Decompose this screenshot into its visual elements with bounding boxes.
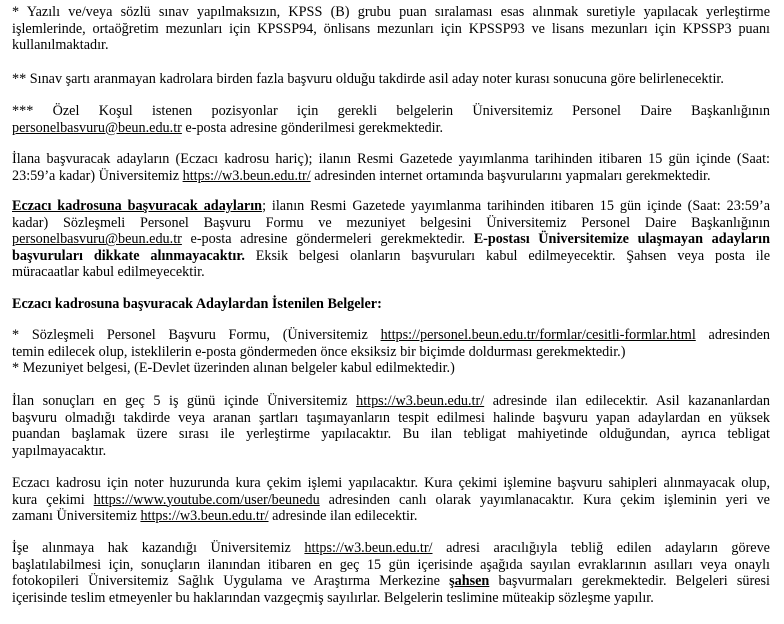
application-line-2-pre: 23:59’a kadar) Üniversitemiz bbox=[12, 167, 183, 184]
section-heading: Eczacı kadrosuna başvuracak Adaylardan İstenilen Belgeler: bbox=[12, 296, 382, 312]
documents-item-1-pre: * Sözleşmeli Personel Başvuru Formu, (Üniversitemiz bbox=[12, 327, 381, 343]
results-line-1-pre: İlan sonuçları en geç 5 iş günü içinde Üniversitemiz bbox=[12, 393, 357, 409]
documents-list bbox=[12, 327, 770, 377]
pharmacist-warning-bold-2: başvuruları dikkate alınmayacaktır. bbox=[12, 247, 245, 264]
lottery-line-3-pre: zamanı Üniversitemiz bbox=[12, 508, 141, 525]
lottery-line-3-rest: adresinde ilan edilecektir. bbox=[268, 508, 418, 525]
pharmacist-line-4-rest: Eksik belgesi olanların başvuruları kabul edilmeyecektir. Şahsen veya posta ile bbox=[244, 247, 770, 264]
documents-item-1-rest: adresinden bbox=[695, 327, 770, 343]
employment-line-4: içerisinde teslim etmeyenler bu haklarından vazgeçmiş sayılırlar. Belgelerin teslimine müteakip sözleşme yapılır. bbox=[12, 589, 654, 606]
special-condition-paragraph bbox=[12, 103, 770, 136]
employment-line-1-rest: adresi aracılığıyla tebliğ edilen adayların göreve bbox=[432, 540, 770, 556]
forms-page-link[interactable]: https://personel.beun.edu.tr/formlar/cesitli-formlar.html bbox=[380, 327, 696, 343]
results-line-1-rest: adresinde ilan edilecektir. Asil kazananlardan bbox=[484, 393, 770, 409]
lottery-line-2-rest: adresinden canlı olarak yayımlanacaktır. Kura çekim işleminin yeri ve bbox=[319, 491, 770, 508]
special-condition-line-2: e-posta adresine gönderilmesi gerekmektedir. bbox=[181, 119, 444, 136]
lottery-paragraph bbox=[12, 475, 770, 525]
required-documents-heading bbox=[12, 296, 770, 313]
employment-line-1-pre: İşe alınmaya hak kazandığı Üniversitemiz bbox=[12, 540, 305, 556]
application-paragraph bbox=[12, 151, 770, 184]
email-link[interactable]: personelbasvuru@beun.edu.tr bbox=[12, 119, 182, 136]
noter-note-paragraph bbox=[12, 71, 770, 88]
in-person-bold: şahsen bbox=[449, 573, 490, 590]
noter-note-text: ** Sınav şartı aranmayan kadrolara birden fazla başvuru olduğu takdirde asil aday noter kurası sonucuna göre belirlenecektir. bbox=[12, 71, 724, 87]
pharmacist-application-paragraph bbox=[12, 198, 770, 281]
results-line-4: yapılmayacaktır. bbox=[12, 442, 107, 459]
results-line-2: başvuru olmadığı takdirde veya aranan şartları taşımayanların tespit edilmesi halinde başvuru yapan adaylardan en yüksek bbox=[12, 409, 770, 426]
pharmacist-line-3-mid: e-posta adresine göndermeleri gerekmektedir. bbox=[181, 231, 474, 248]
results-line-3: puandan başlamak üzere sırası ile yerleştirme yapılacaktır. Bu ilan tebligat mahiyetinde olduğundan, ayrıca tebligat bbox=[12, 426, 770, 443]
employment-line-2: başlatılabilmesi için, sonuçların ilanından itibaren en geç 15 gün içerisinde aşağıda sayılan evraklarının asılları veya onaylı bbox=[12, 556, 770, 573]
university-website-link[interactable]: https://w3.beun.edu.tr/ bbox=[304, 540, 433, 556]
special-condition-line-1: *** Özel Koşul istenen pozisyonlar için gerekli belgelerin Üniversitemiz Personel Daire Başkanlığının bbox=[12, 103, 770, 119]
university-website-link[interactable]: https://w3.beun.edu.tr/ bbox=[356, 393, 485, 409]
pharmacist-heading-inline: Eczacı kadrosuna başvuracak adayların bbox=[12, 198, 263, 214]
pharmacist-line-1-rest: ; ilanın Resmi Gazetede yayımlanma tarihinden itibaren 15 gün içinde (Saat: 23:59’a bbox=[262, 198, 770, 214]
youtube-channel-link[interactable]: https://www.youtube.com/user/beunedu bbox=[93, 491, 320, 508]
email-link[interactable]: personelbasvuru@beun.edu.tr bbox=[12, 231, 182, 248]
documents-item-2: * Mezuniyet belgesi, (E-Devlet üzerinden alınan belgeler kabul edilmektedir.) bbox=[12, 360, 455, 377]
employment-line-3-pre: fotokopileri Üniversitemiz Sağlık Uygulama ve Araştırma Merkezine bbox=[12, 573, 450, 590]
kpss-note-paragraph bbox=[12, 4, 770, 54]
kpss-note-line-3: kullanılmaktadır. bbox=[12, 37, 109, 54]
kpss-note-line-2: işlemlerinde, ortaöğretim mezunları için KPSSP94, önlisans mezunları için KPSSP93 ve lisans mezunları için KPSSP3 puanı bbox=[12, 20, 770, 37]
lottery-line-2-pre: kura çekimi bbox=[12, 491, 94, 508]
employment-paragraph bbox=[12, 540, 770, 606]
university-website-link[interactable]: https://w3.beun.edu.tr/ bbox=[182, 167, 311, 184]
kpss-note-line-1: * Yazılı ve/veya sözlü sınav yapılmaksızın, KPSS (B) grubu puan sıralaması esas alınmak suretiyle yapılacak yerleştirme bbox=[12, 4, 770, 20]
documents-item-1-line-2: temin edilecek olup, isteklilerin e-posta göndermeden önce eksiksiz bir biçimde doldurması gerekmektedir.) bbox=[12, 343, 626, 360]
application-line-1: İlana başvuracak adayların (Eczacı kadrosu hariç); ilanın Resmi Gazetede yayımlanma tarihinden itibaren 15 gün içinde (Saat: bbox=[12, 151, 770, 167]
pharmacist-line-5: müracaatlar kabul edilmeyecektir. bbox=[12, 264, 205, 281]
employment-line-3-rest: başvurmaları gerekmektedir. Belgeleri süresi bbox=[489, 573, 770, 590]
results-paragraph bbox=[12, 393, 770, 459]
lottery-line-1: Eczacı kadrosu için noter huzurunda kura çekim işlemi yapılacaktır. Kura çekimi işlemine başvuru sahipleri alınmayacak olup, bbox=[12, 475, 770, 491]
pharmacist-warning-bold: E-postası Üniversitemize ulaşmayan adayların bbox=[473, 231, 770, 248]
application-line-2-rest: adresinden internet ortamında başvurularını yapmaları gerekmektedir. bbox=[310, 167, 711, 184]
university-website-link[interactable]: https://w3.beun.edu.tr/ bbox=[140, 508, 269, 525]
pharmacist-line-2: kadar) Sözleşmeli Personel Başvuru Formu ve mezuniyet belgesini Üniversitemiz Personel Daire Başkanlığının bbox=[12, 214, 770, 231]
